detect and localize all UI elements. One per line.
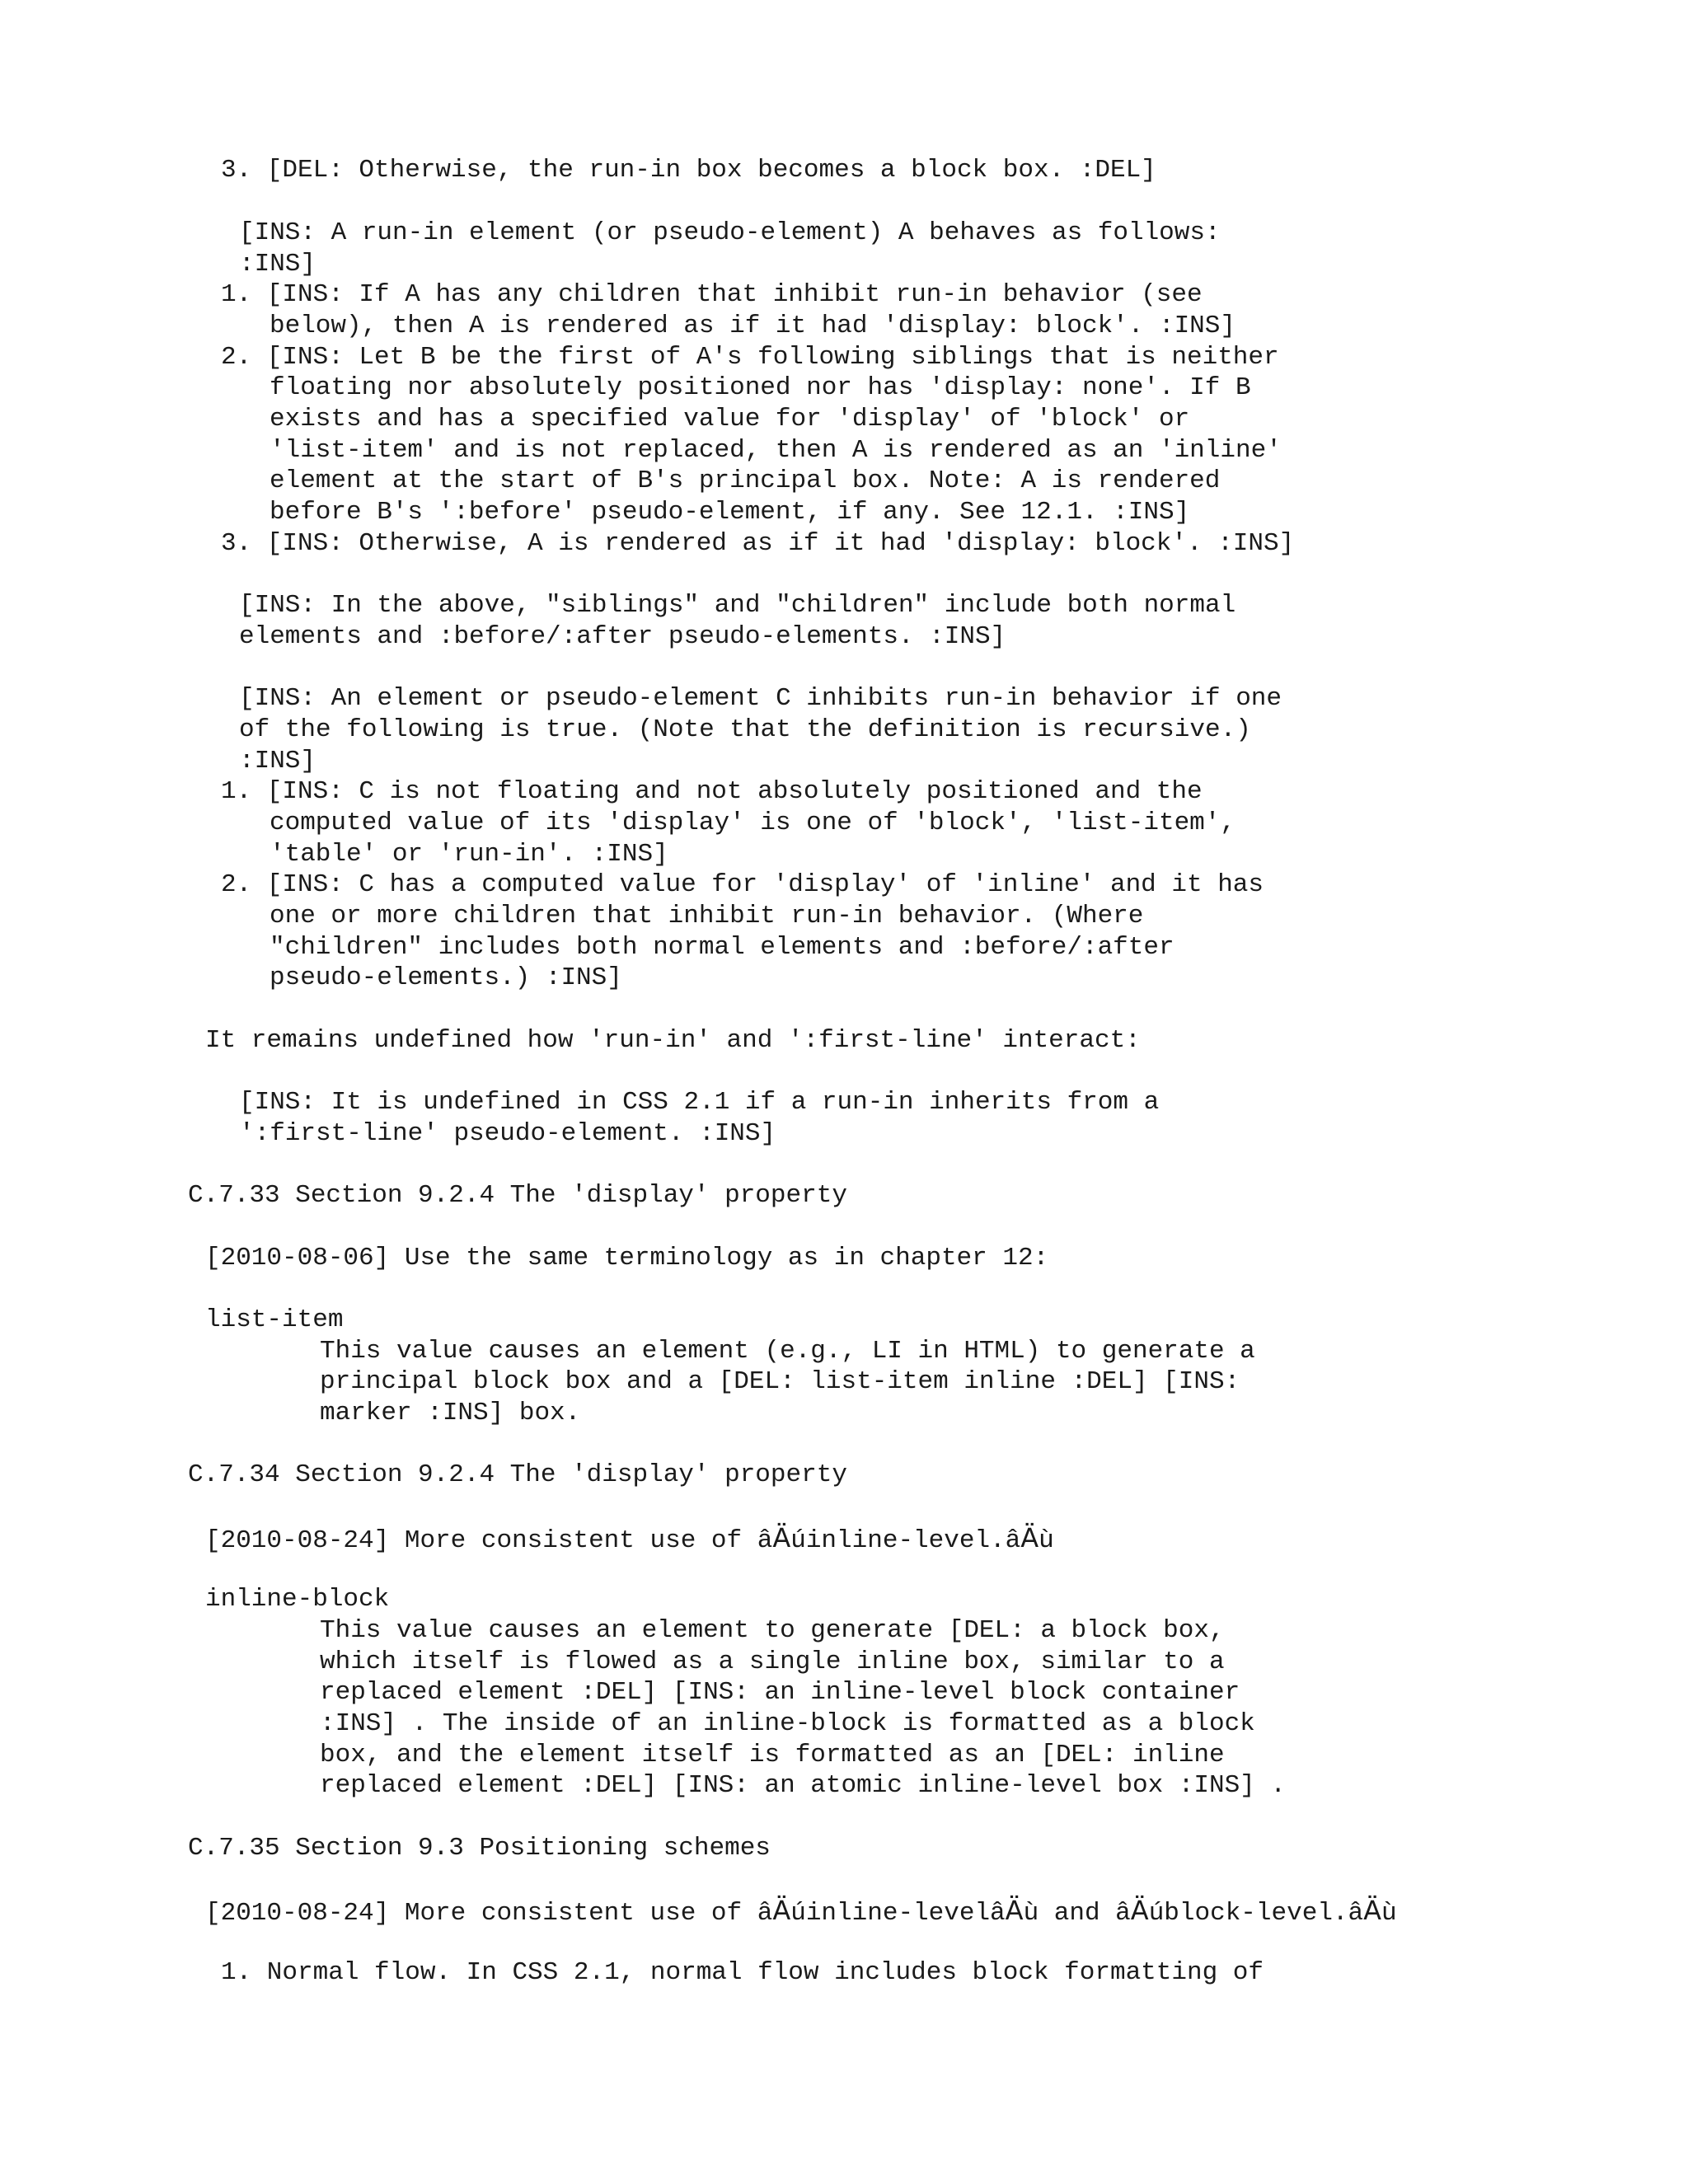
text-line: computed value of its 'display' is one of 'block', 'list-item', (270, 808, 1236, 837)
text-line: ':first-line' pseudo-element. :INS] (239, 1119, 776, 1148)
text-line: floating nor absolutely positioned nor has 'display: none'. If B (270, 373, 1251, 402)
text-line: box, and the element itself is formatted as an [DEL: inline (320, 1741, 1225, 1769)
text-line: [INS: It is undefined in CSS 2.1 if a run-in inherits from a (239, 1088, 1160, 1117)
definition-term: list-item (205, 1305, 344, 1334)
text-line: [2010-08-24] More consistent use of âÄúinline-levelâÄù and âÄúblock-level.âÄù (205, 1895, 1397, 1928)
text-line: 1. Normal flow. In CSS 2.1, normal flow includes block formatting of (221, 1958, 1264, 1987)
text-line: before B's ':before' pseudo-element, if any. See 12.1. :INS] (270, 498, 1190, 527)
text-line: :INS] (239, 250, 316, 279)
text-line: 'list-item' and is not replaced, then A is rendered as an 'inline' (270, 436, 1282, 465)
text-line: :INS] . The inside of an inline-block is formatted as a block (320, 1709, 1255, 1738)
text-line: 2. [INS: Let B be the first of A's following siblings that is neither (221, 343, 1279, 372)
text-line: This value causes an element (e.g., LI in HTML) to generate a (320, 1337, 1255, 1366)
section-heading: C.7.35 Section 9.3 Positioning schemes (188, 1834, 771, 1863)
text-line: replaced element :DEL] [INS: an inline-level block container (320, 1678, 1240, 1707)
text-line: 2. [INS: C has a computed value for 'display' of 'inline' and it has (221, 870, 1264, 899)
text-line: 3. [DEL: Otherwise, the run-in box becomes a block box. :DEL] (221, 156, 1156, 185)
definition-term: inline-block (205, 1585, 390, 1614)
text-line: This value causes an element to generate [DEL: a block box, (320, 1616, 1225, 1645)
text-line: exists and has a specified value for 'display' of 'block' or (270, 405, 1190, 434)
section-heading: C.7.34 Section 9.2.4 The 'display' property (188, 1460, 847, 1489)
text-line: :INS] (239, 747, 316, 776)
text-line: elements and :before/:after pseudo-elements. :INS] (239, 622, 1006, 651)
text-line: "children" includes both normal elements and :before/:after (270, 933, 1175, 962)
text-line: below), then A is rendered as if it had 'display: block'. :INS] (270, 312, 1236, 340)
text-line: 3. [INS: Otherwise, A is rendered as if it had 'display: block'. :INS] (221, 529, 1295, 558)
text-line: It remains undefined how 'run-in' and ':first-line' interact: (205, 1026, 1141, 1055)
text-line: of the following is true. (Note that the definition is recursive.) (239, 715, 1251, 744)
text-line: [2010-08-24] More consistent use of âÄúinline-level.âÄù (205, 1522, 1054, 1555)
text-line: marker :INS] box. (320, 1399, 581, 1427)
text-line: [INS: In the above, "siblings" and "children" include both normal (239, 591, 1236, 620)
text-line: 1. [INS: If A has any children that inhibit run-in behavior (see (221, 280, 1203, 309)
text-line: [2010-08-06] Use the same terminology as in chapter 12: (205, 1244, 1049, 1272)
section-heading: C.7.33 Section 9.2.4 The 'display' property (188, 1181, 847, 1210)
text-line: [INS: An element or pseudo-element C inhibits run-in behavior if one (239, 684, 1282, 713)
text-line: element at the start of B's principal box. Note: A is rendered (270, 466, 1221, 495)
text-line: replaced element :DEL] [INS: an atomic inline-level box :INS] . (320, 1771, 1286, 1800)
text-line: pseudo-elements.) :INS] (270, 963, 622, 992)
text-line: one or more children that inhibit run-in behavior. (Where (270, 902, 1144, 930)
text-line: which itself is flowed as a single inline box, similar to a (320, 1647, 1225, 1676)
text-line: principal block box and a [DEL: list-item inline :DEL] [INS: (320, 1367, 1240, 1396)
text-line: [INS: A run-in element (or pseudo-element) A behaves as follows: (239, 218, 1221, 247)
text-line: 'table' or 'run-in'. :INS] (270, 840, 668, 869)
text-line: 1. [INS: C is not floating and not absolutely positioned and the (221, 777, 1203, 806)
